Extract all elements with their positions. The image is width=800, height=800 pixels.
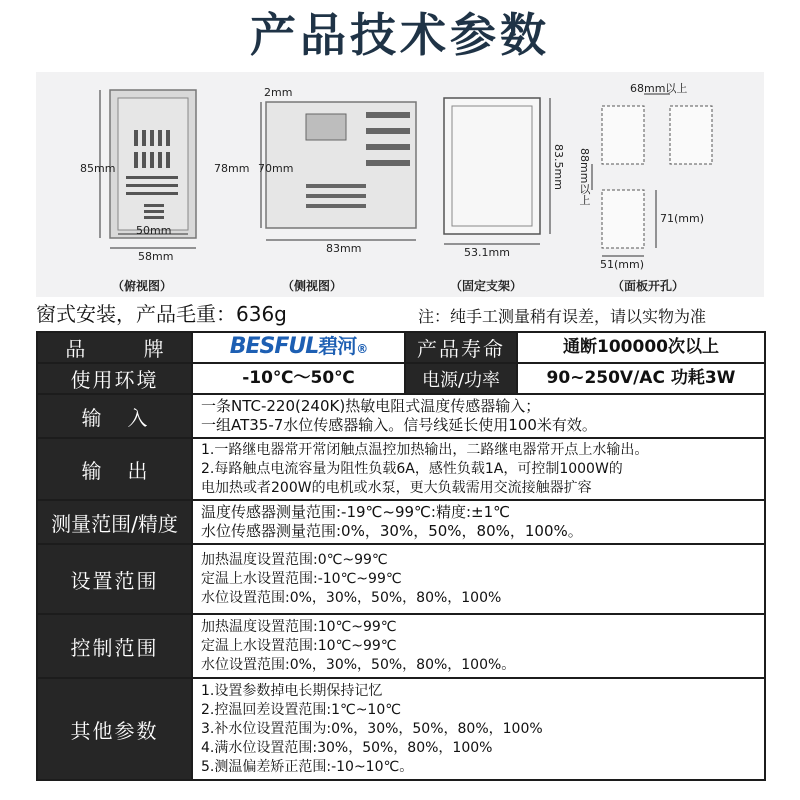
output-line: 1.一路继电器常开常闭触点温控加热输出，二路继电器常开点上水输出。: [201, 441, 649, 458]
cutout-hole-height: 71(mm): [660, 212, 705, 225]
other-value: [192, 678, 765, 780]
page-title: 产品技术参数: [250, 8, 550, 62]
table-row: [37, 394, 765, 438]
output-line: 2.每路触点电流容量为阻性负载6A，感性负载1A，可控制1000W的: [201, 460, 623, 477]
cutout-gap-height: 88mm以上: [578, 148, 591, 206]
side-view-height-outer: 78mm: [214, 162, 250, 175]
cutout-gap-width: 68mm以上: [630, 82, 688, 95]
input-line: 一条NTC-220(240K)热敏电阻式温度传感器输入；: [201, 397, 541, 415]
other-line: 3.补水位设置范围为:0%，30%，50%，80%，100%: [201, 720, 543, 737]
brand-label: 品 牌: [37, 332, 192, 363]
env-value: -10℃～50℃: [192, 363, 405, 394]
lifespan-label: 产品寿命: [405, 332, 517, 363]
input-line: 一组AT35-7水位传感器输入。信号线延长使用100米有效。: [201, 416, 597, 434]
bracket-height: 83.5mm: [552, 144, 565, 190]
setting-line: 定温上水设置范围:-10℃~99℃: [201, 570, 402, 587]
brand-logo: BESFUL: [229, 333, 319, 359]
table-row: [37, 363, 765, 394]
control-line: 定温上水设置范围:10℃~99℃: [201, 637, 397, 654]
top-view-drawing: [36, 72, 764, 297]
output-line: 电加热或者200W的电机或水泵，更大负载需用交流接触器扩容: [201, 479, 592, 496]
side-view-depth: 83mm: [326, 242, 362, 255]
registered-mark-icon: ®: [356, 341, 368, 356]
dimension-diagrams: [36, 72, 764, 297]
control-value: [192, 614, 765, 678]
measure-label: 测量范围/精度: [37, 500, 192, 544]
spec-table: [36, 331, 766, 781]
measure-line: 水位传感器测量范围:0%，30%，50%，80%，100%。: [201, 522, 583, 540]
bracket-caption: （固定支架）: [450, 279, 523, 293]
control-label: 控制范围: [37, 614, 192, 678]
other-line: 2.控温回差设置范围:1℃~10℃: [201, 701, 401, 718]
brand-name-cn: 碧河: [318, 333, 357, 358]
other-line: 4.满水位设置范围:30%，50%，80%，100%: [201, 739, 493, 756]
cutout-hole-width: 51(mm): [600, 258, 645, 271]
top-view-height: 85mm: [80, 162, 116, 175]
lifespan-value: 通断100000次以上: [517, 332, 765, 363]
power-label: 电源/功率: [405, 363, 517, 394]
measure-value: [192, 500, 765, 544]
setting-value: [192, 544, 765, 614]
measure-note: 注：纯手工测量稍有误差，请以实物为准: [418, 307, 707, 326]
input-label: 输入: [37, 394, 192, 438]
measure-line: 温度传感器测量范围:-19℃~99℃:精度:±1℃: [201, 503, 510, 521]
setting-label: 设置范围: [37, 544, 192, 614]
table-row: [37, 332, 765, 363]
env-label: 使用环境: [37, 363, 192, 394]
top-view-inner-width: 50mm: [136, 224, 172, 237]
top-view-outer-width: 58mm: [138, 250, 174, 263]
side-view-caption: （侧视图）: [282, 279, 343, 293]
table-row: [37, 678, 765, 780]
install-note: 窗式安装，产品毛重：636g: [36, 302, 287, 326]
table-row: [37, 438, 765, 500]
other-line: 5.测温偏差矫正范围:-10~10℃。: [201, 758, 414, 775]
control-line: 水位设置范围:0%，30%，50%，80%，100%。: [201, 656, 516, 673]
side-view-height-inner: 70mm: [258, 162, 294, 175]
table-row: [37, 614, 765, 678]
bracket-width: 53.1mm: [464, 246, 510, 259]
side-view-top: 2mm: [264, 86, 293, 99]
control-line: 加热温度设置范围:10℃~99℃: [201, 618, 397, 635]
output-label: 输出: [37, 438, 192, 500]
table-row: [37, 500, 765, 544]
brand-logo-cell: [192, 332, 405, 363]
cutout-caption: （面板开孔）: [612, 279, 685, 293]
power-value: 90~250V/AC 功耗3W: [517, 363, 765, 394]
other-label: 其他参数: [37, 678, 192, 780]
table-row: [37, 544, 765, 614]
other-line: 1.设置参数掉电长期保持记忆: [201, 682, 383, 699]
output-value: [192, 438, 765, 500]
setting-line: 水位设置范围:0%，30%，50%，80%，100%: [201, 589, 502, 606]
input-value: [192, 394, 765, 438]
setting-line: 加热温度设置范围:0℃~99℃: [201, 551, 388, 568]
top-view-caption: （俯视图）: [112, 279, 173, 293]
